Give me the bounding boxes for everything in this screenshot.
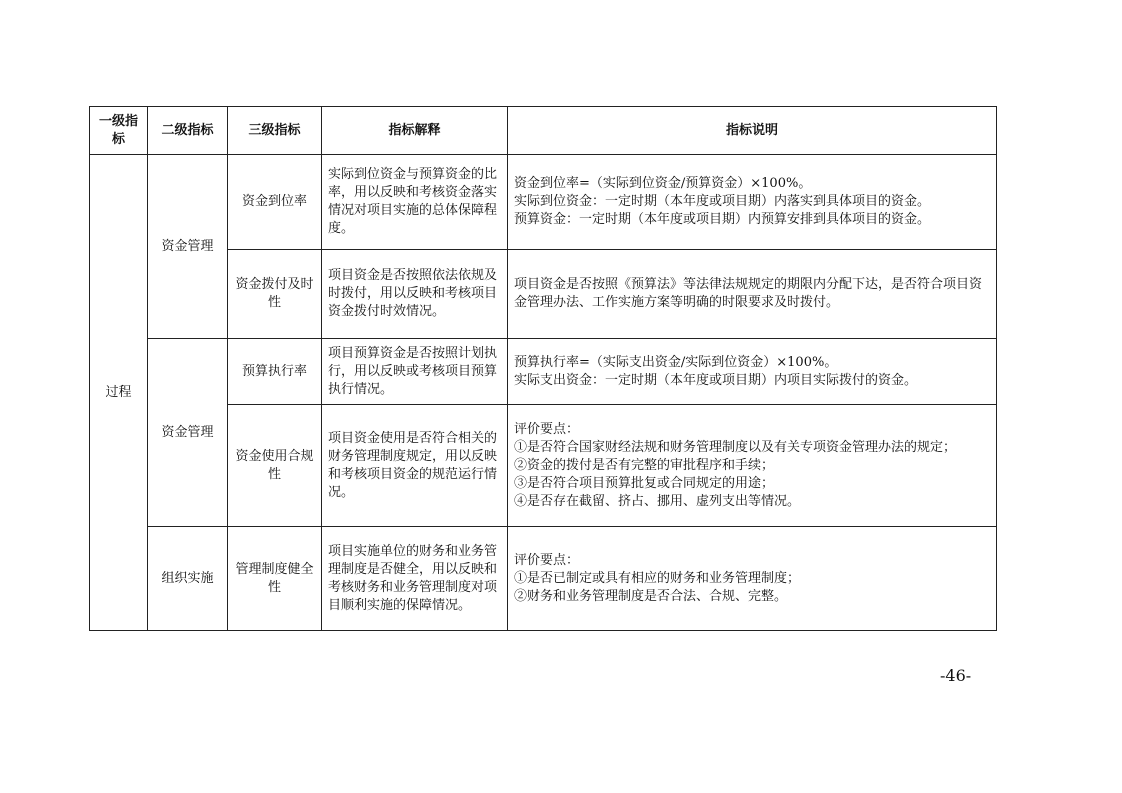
desc-cell xyxy=(508,155,997,250)
explain-cell: 项目实施单位的财务和业务管理制度是否健全，用以反映和考核财务和业务管理制度对项目顺利实施的保障情况。 xyxy=(322,527,508,631)
desc-line: 实际支出资金：一定时期（本年度或项目期）内项目实际拨付的资金。 xyxy=(514,372,918,388)
desc-line: 预算资金：一定时期（本年度或项目期）内预算安排到具体项目的资金。 xyxy=(514,212,931,227)
header-level1: 一级指标 xyxy=(90,107,148,155)
page-number: -46- xyxy=(940,666,972,685)
desc-line: 实际到位资金：一定时期（本年度或项目期）内落实到具体项目的资金。 xyxy=(514,194,931,209)
level3-cell: 管理制度健全性 xyxy=(228,527,322,631)
desc-line: ④是否存在截留、挤占、挪用、虚列支出等情况。 xyxy=(514,493,801,509)
header-explain: 指标解释 xyxy=(322,107,508,155)
desc-line: ②资金的拨付是否有完整的审批程序和手续； xyxy=(514,457,775,473)
header-level2: 二级指标 xyxy=(148,107,228,155)
level2-cell: 资金管理 xyxy=(148,155,228,339)
level2-cell: 资金管理 xyxy=(148,339,228,527)
indicator-table xyxy=(89,106,997,631)
header-level3: 三级指标 xyxy=(228,107,322,155)
desc-line: 项目资金是否按照《预算法》等法律法规规定的期限内分配下达，是否符合项目资金管理办法、工作实施方案等明确的时限要求及时拨付。 xyxy=(514,277,983,310)
desc-line: ③是否符合项目预算批复或合同规定的用途； xyxy=(514,475,775,491)
explain-cell: 实际到位资金与预算资金的比率，用以反映和考核资金落实情况对项目实施的总体保障程度。 xyxy=(322,155,508,250)
desc-line: 评价要点： xyxy=(514,552,580,568)
desc-line: ①是否已制定或具有相应的财务和业务管理制度； xyxy=(514,570,801,586)
table-row xyxy=(90,339,997,405)
level3-cell: 资金拨付及时性 xyxy=(228,250,322,339)
desc-cell xyxy=(508,405,997,527)
header-row xyxy=(90,107,997,155)
table-row xyxy=(90,527,997,631)
explain-cell: 项目资金是否按照依法依规及时拨付，用以反映和考核项目资金拨付时效情况。 xyxy=(322,250,508,339)
desc-line: 评价要点： xyxy=(514,421,580,437)
level3-cell: 资金使用合规性 xyxy=(228,405,322,527)
table-row xyxy=(90,155,997,250)
level3-cell: 预算执行率 xyxy=(228,339,322,405)
explain-cell: 项目预算资金是否按照计划执行，用以反映或考核项目预算执行情况。 xyxy=(322,339,508,405)
header-desc: 指标说明 xyxy=(508,107,997,155)
desc-line: 资金到位率=（实际到位资金/预算资金）×100%。 xyxy=(514,176,812,191)
level2-cell: 组织实施 xyxy=(148,527,228,631)
level3-cell: 资金到位率 xyxy=(228,155,322,250)
desc-line: ②财务和业务管理制度是否合法、合规、完整。 xyxy=(514,588,788,604)
level1-cell: 过程 xyxy=(90,155,148,631)
desc-cell xyxy=(508,250,997,339)
desc-line: ①是否符合国家财经法规和财务管理制度以及有关专项资金管理办法的规定； xyxy=(514,439,957,455)
desc-cell xyxy=(508,527,997,631)
desc-line: 预算执行率=（实际支出资金/实际到位资金）×100%。 xyxy=(514,354,838,370)
desc-cell xyxy=(508,339,997,405)
explain-cell: 项目资金使用是否符合相关的财务管理制度规定，用以反映和考核项目资金的规范运行情况。 xyxy=(322,405,508,527)
